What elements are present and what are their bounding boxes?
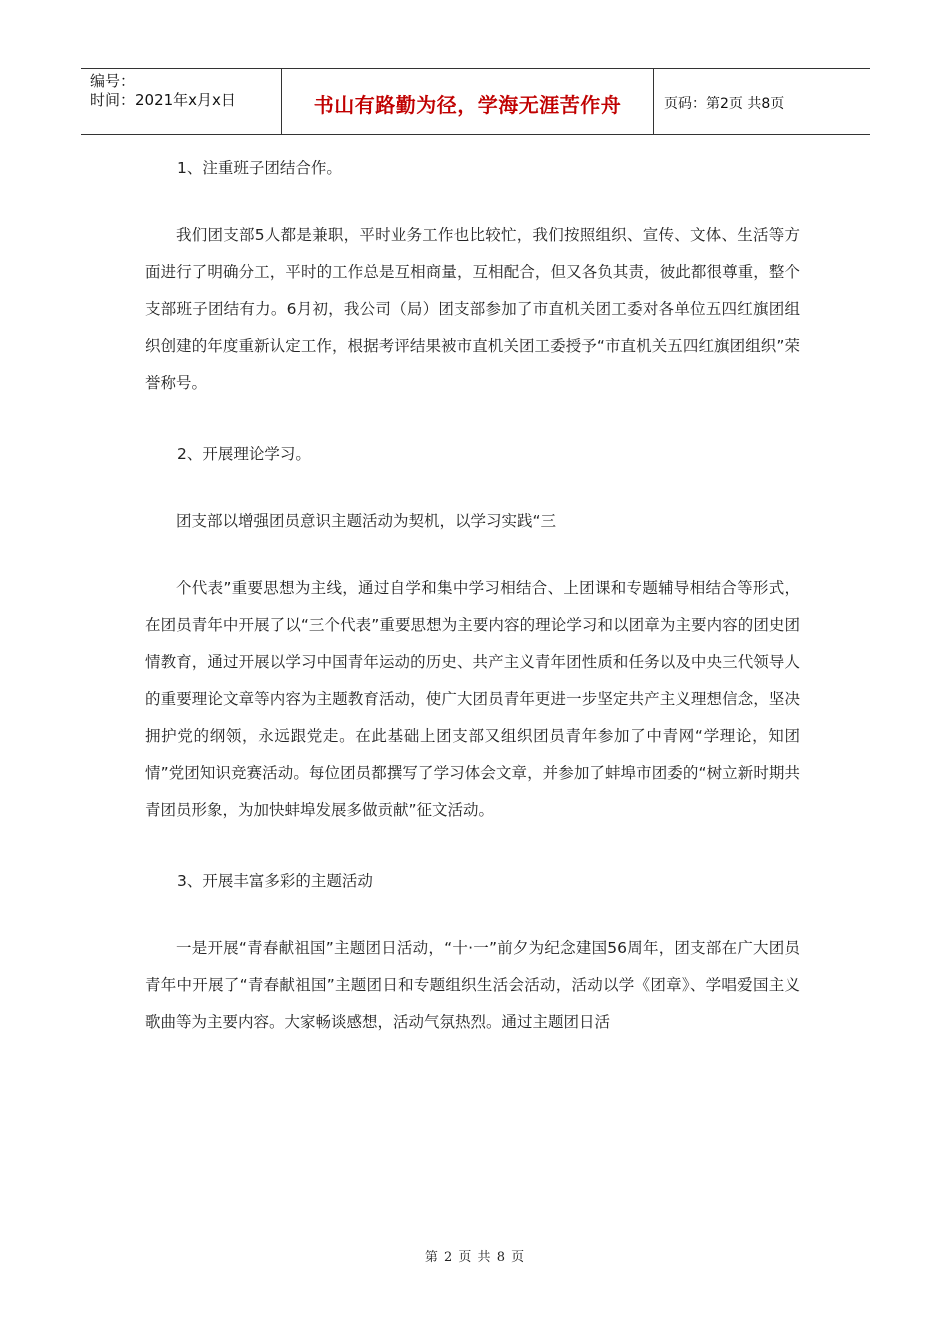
serial-number-label: 编号： (90, 72, 136, 90)
section-heading: 3、开展丰富多彩的主题活动 (177, 872, 373, 890)
body-paragraph: 一是开展“青春献祖国”主题团日活动，“十·一”前夕为纪念建国56周年，团支部在广大团员青年中开展了“青春献祖国”主题团日和专题组织生活会活动，活动以学《团章》、学唱爱国主义歌曲等为主要内容。大家畅谈感想，活动气氛热烈。通过主题团日活 (145, 939, 800, 1031)
date-line: 时间：2021年x月x日 (90, 91, 236, 109)
header-page-cell (654, 69, 870, 134)
body-paragraph: 团支部以增强团员意识主题活动为契机，以学习实践“三 (176, 512, 557, 530)
document-body (145, 150, 800, 1041)
page-code: 页码：第2页 共8页 (664, 95, 785, 112)
header-meta-cell (81, 69, 282, 134)
section-heading: 2、开展理论学习。 (177, 445, 311, 463)
section-heading: 1、注重班子团结合作。 (177, 159, 342, 177)
header-motto-cell (282, 69, 654, 134)
page-footer: 第 2 页 共 8 页 (424, 1250, 526, 1265)
document-header (81, 68, 870, 135)
body-paragraph: 个代表”重要思想为主线，通过自学和集中学习相结合、上团课和专题辅导相结合等形式，在团员青年中开展了以“三个代表”重要思想为主要内容的理论学习和以团章为主要内容的团史团情教育，通过开展以学习中国青年运动的历史、共产主义青年团性质和任务以及中央三代领导人的重要理论文章等内容为主题教育活动，使广大团员青年更进一步坚定共产主义理想信念，坚决拥护党的纲领，永远跟党走。在此基础上团支部又组织团员青年参加了中青网“学理论，知团情”党团知识竞赛活动。每位团员都撰写了学习体会文章，并参加了蚌埠市团委的“树立新时期共青团员形象，为加快蚌埠发展多做贡献”征文活动。 (145, 579, 800, 819)
body-paragraph: 我们团支部5人都是兼职，平时业务工作也比较忙，我们按照组织、宣传、文体、生活等方面进行了明确分工，平时的工作总是互相商量，互相配合，但又各负其责，彼此都很尊重，整个支部班子团结有力。6月初，我公司（局）团支部参加了市直机关团工委对各单位五四红旗团组织创建的年度重新认定工作，根据考评结果被市直机关团工委授予“市直机关五四红旗团组织”荣誉称号。 (145, 226, 800, 392)
motto-text: 书山有路勤为径，学海无涯苦作舟 (313, 93, 622, 117)
